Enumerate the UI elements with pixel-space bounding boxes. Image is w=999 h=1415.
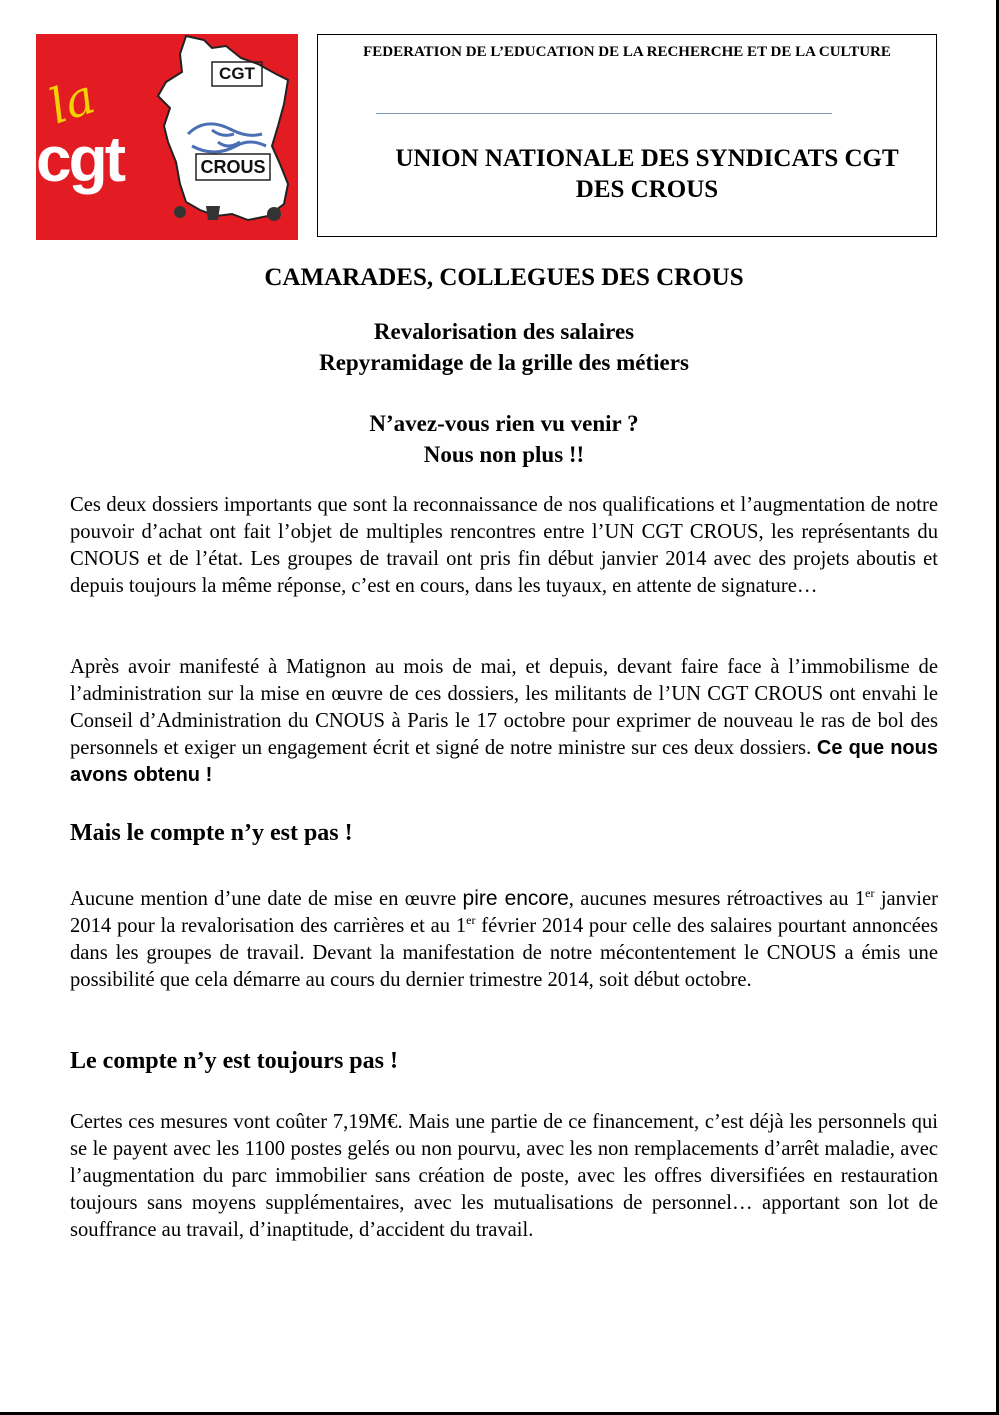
paragraph-3-part2: , aucunes mesures rétroactives au 1	[568, 888, 866, 910]
question-line1: N’avez-vous rien vu venir ?	[369, 411, 639, 436]
paragraph-2	[70, 654, 938, 789]
paragraph-3-sup2: er	[466, 913, 476, 928]
subtitle-line1: Revalorisation des salaires	[373, 319, 635, 344]
section-heading-2: Le compte n’y est toujours pas !	[70, 1048, 398, 1074]
paragraph-3-part1: Aucune mention d’une date de mise en œuvre	[70, 888, 463, 910]
paragraph-1: Ces deux dossiers importants que sont la reconnaissance de nos qualifications et l’augmentation de notre pouvoir d’achat ont fait l’objet de multiples rencontres entre l’UN CGT CROUS, les représentants du CNOUS et de l’état. Les groupes de travail ont pris fin début janvier 2014 avec des projets aboutis et depuis toujours la même réponse, c’est en cours, dans les tuyaux, en attente de signature…	[70, 494, 938, 597]
paragraph-3-emphasis: pire encore	[462, 887, 569, 910]
federation-title: FEDERATION DE L’EDUCATION DE LA RECHERCHE ET DE LA CULTURE	[363, 44, 891, 60]
question-line2: Nous non plus !!	[423, 442, 585, 467]
map-bottom-label: CROUS	[200, 157, 266, 177]
paragraph-2-emphasis: Ce que nous avons obtenu !	[70, 737, 938, 786]
question-block	[0, 408, 999, 470]
section-heading-1: Mais le compte n’y est pas !	[70, 820, 353, 846]
header-box	[317, 34, 937, 237]
paragraph-3-part4: février 2014 pour celle des salaires pourtant annoncées dans les groupes de travail. Devant la manifestation de notre mécontentement le CNOUS a émis une possibilité que cela démarre au cours du dernier trimestre 2014, soit début octobre.	[70, 915, 938, 991]
logo-cgt-text: cgt	[36, 123, 123, 195]
subtitle-line2: Repyramidage de la grille des métiers	[319, 350, 689, 375]
map-top-label: CGT	[219, 64, 255, 83]
page-title: CAMARADES, COLLEGUES DES CROUS	[264, 264, 744, 291]
union-title-line1: UNION NATIONALE DES SYNDICATS CGT	[395, 145, 899, 172]
union-title	[358, 143, 936, 205]
paragraph-3-part3: janvier 2014 pour la revalorisation des carrières et au 1	[70, 888, 938, 937]
paragraph-3	[70, 885, 938, 994]
paragraph-2-text: Après avoir manifesté à Matignon au mois de mai, et depuis, devant faire face à l’immobilisme de l’administration sur la mise en œuvre de ces dossiers, les militants de l’UN CGT CROUS ont envahi le Conseil d’Administration du CNOUS à Paris le 17 octobre pour exprimer de nouveau le ras de bol des personnels et exiger un engagement écrit et signé de notre ministre sur ces deux dossiers.	[70, 656, 938, 759]
logo-la-text: la	[42, 68, 102, 136]
union-title-line2: DES CROUS	[575, 176, 719, 203]
paragraph-3-sup1: er	[865, 886, 875, 901]
subtitle	[0, 316, 999, 378]
cgt-crous-logo	[36, 34, 298, 240]
header-divider	[376, 113, 832, 114]
paragraph-4: Certes ces mesures vont coûter 7,19M€. Mais une partie de ce financement, c’est déjà les personnels qui se le payent avec les 1100 postes gelés ou non pourvu, avec les non remplacements d’arrêt maladie, avec l’augmentation du parc immobilier sans création de poste, avec les offres diversifiées en restauration toujours sans moyens supplémentaires, avec les mutualisations de personnel… apportant son lot de souffrance au travail, d’inaptitude, d’accident du travail.	[70, 1111, 938, 1241]
